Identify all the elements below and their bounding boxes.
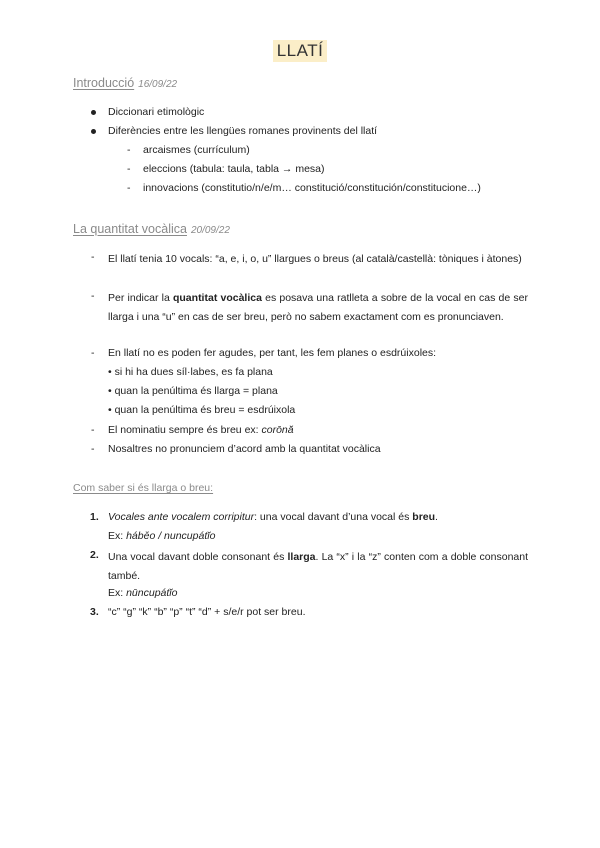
text-segment: es posava una ratlleta a sobre de la vocal en cas de ser llarga i una “u” en cas de ser breu, però no sabem exactament com es pronunciaven. — [108, 292, 528, 323]
sub-item: • quan la penúltima és breu = esdrúixola — [108, 404, 296, 416]
list-number: 2. — [90, 549, 99, 561]
list-number: 1. — [90, 511, 99, 523]
example-word: hábĕo / nuncupátĭo — [126, 530, 216, 542]
text-segment: El nominatiu sempre és breu ex: — [108, 424, 262, 436]
text-segment: . La “x” i la “z” conten com a doble consonant també. — [108, 551, 529, 582]
bullet-item: Diferències entre les llengües romanes provinents del llatí — [108, 125, 378, 137]
dash-marker: - — [127, 182, 131, 194]
dash-marker: - — [127, 163, 131, 175]
rule-item — [108, 548, 528, 586]
bullet-item: Diccionari etimològic — [108, 106, 205, 118]
text-segment: Per indicar la — [108, 292, 173, 304]
bullet-icon — [91, 129, 96, 134]
dash-marker: - — [91, 290, 95, 302]
sub-item: innovacions (constitutio/n/e/m… constitució/constitución/constitucione…) — [143, 182, 481, 194]
subsection-heading: Com saber si és llarga o breu: — [73, 482, 214, 494]
dash-marker: - — [91, 443, 95, 455]
example-line — [108, 586, 177, 600]
text-segment: Una vocal davant doble consonant és — [108, 551, 288, 563]
latin-rule: Vocales ante vocalem corripitur — [108, 511, 255, 523]
sub-item: • si hi ha dues síl·labes, es fa plana — [108, 366, 273, 378]
example-line — [108, 529, 215, 543]
bold-term: quantitat vocàlica — [172, 292, 262, 304]
sub-item: • quan la penúltima és llarga = plana — [108, 385, 278, 397]
example-label: Ex: — [108, 587, 127, 599]
section-heading-introduccio — [73, 75, 177, 93]
title-container — [0, 40, 600, 62]
bold-term: breu — [412, 511, 436, 523]
section-date: 20/09/22 — [190, 225, 230, 236]
section-heading-text: La quantitat vocàlica — [73, 222, 187, 236]
dash-marker: - — [91, 251, 95, 263]
sub-item: arcaismes (currículum) — [143, 144, 250, 156]
example-word: corōnă — [261, 424, 294, 436]
page-title: LLATÍ — [273, 40, 328, 62]
list-item — [108, 289, 528, 327]
list-item: El llatí tenia 10 vocals: “a, e, i, o, u” llargues o breus (al català/castellà: tòniques i àtones) — [108, 253, 522, 265]
dash-marker: - — [127, 144, 131, 156]
example-word: nūncupátĭo — [126, 587, 178, 599]
text-segment: . — [435, 511, 438, 523]
section-heading-text: Introducció — [73, 76, 135, 90]
example-label: Ex: — [108, 530, 127, 542]
list-item — [108, 423, 294, 437]
bold-term: llarga — [287, 551, 316, 563]
text-segment: : una vocal davant d’una vocal és — [254, 511, 413, 523]
list-item: En llatí no es poden fer agudes, per tant, les fem planes o esdrúixoles: — [108, 347, 437, 359]
section-date: 16/09/22 — [138, 79, 178, 90]
list-item: Nosaltres no pronunciem d’acord amb la quantitat vocàlica — [108, 443, 381, 455]
rule-item — [108, 510, 438, 524]
list-number: 3. — [90, 606, 99, 618]
sub-item: eleccions (tabula: taula, tabla → mesa) — [143, 163, 325, 175]
dash-marker: - — [91, 424, 95, 436]
section-heading-quantitat — [73, 221, 230, 239]
bullet-icon — [91, 110, 96, 115]
dash-marker: - — [91, 347, 95, 359]
rule-item: “c” “g” “k” “b” “p” “t” “d” + s/e/r pot ser breu. — [108, 606, 306, 618]
